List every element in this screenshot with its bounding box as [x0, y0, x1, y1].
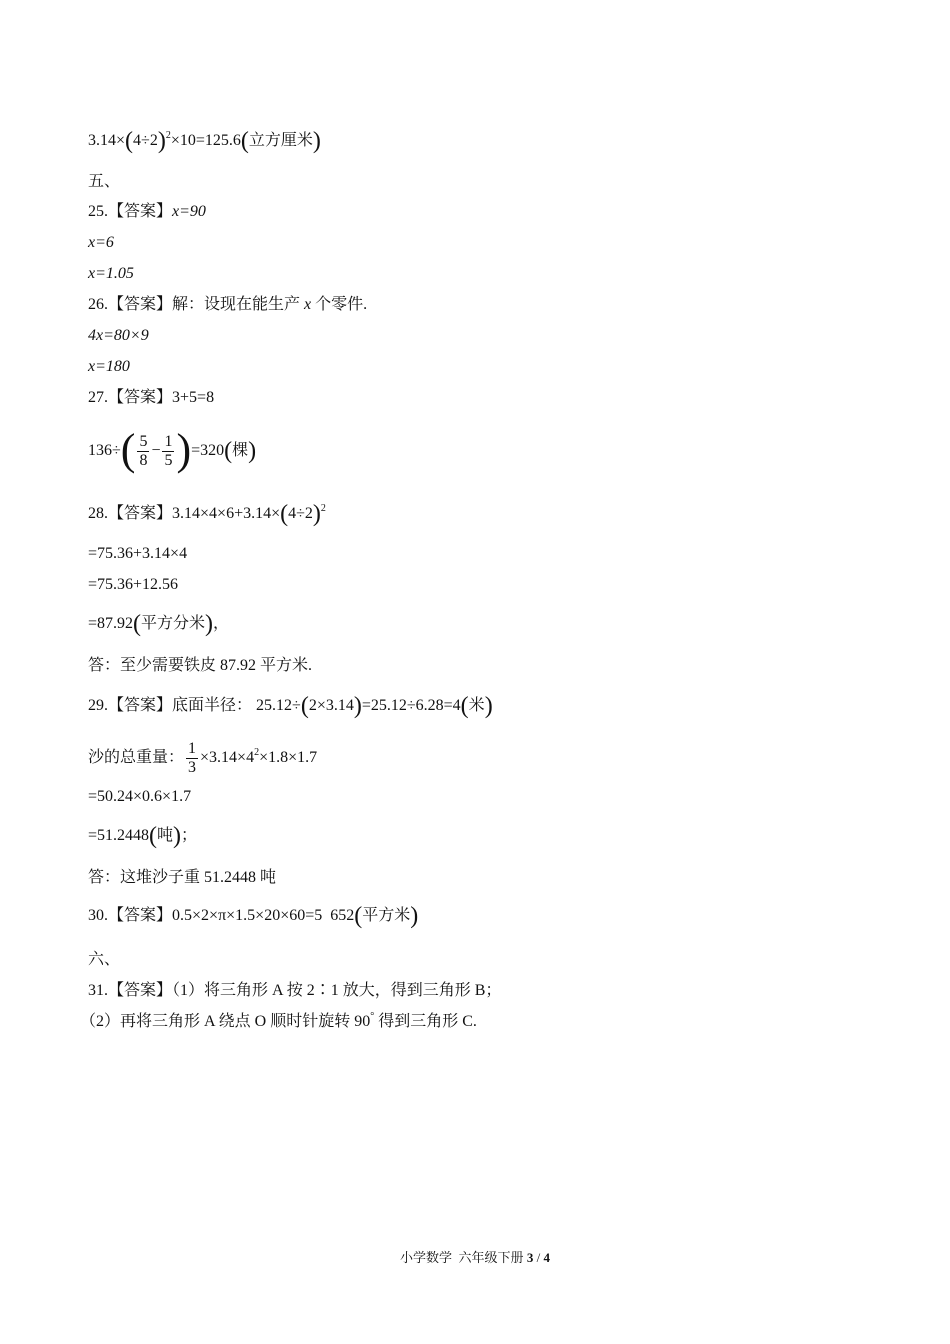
answer-30 [88, 903, 419, 929]
eq-part: 4÷2 [133, 132, 158, 149]
answer-label: 29.【答案】 [88, 697, 173, 714]
answer-29 [88, 693, 493, 719]
eq-part: =51.2448 [88, 827, 150, 844]
eq-part: 2×3.14 [308, 697, 354, 714]
punctuation: ； [181, 827, 198, 844]
answer-text: （1）将三角形 A 按 2∶1 放大，得到三角形 B； [172, 982, 502, 999]
section-heading-6: 六、 [88, 951, 121, 968]
paren: ) [248, 438, 257, 464]
answer-25-line-3: x=1.05 [88, 265, 134, 282]
equation: 3+5=8 [172, 389, 215, 406]
answer-label: 28.【答案】 [88, 505, 173, 522]
answer-28-line-3: =75.36+12.56 [88, 576, 179, 593]
fraction [162, 433, 174, 470]
eq-part: 136÷ [88, 442, 121, 459]
answer-29-conclusion: 答：这堆沙子重 51.2448 吨 [88, 869, 277, 886]
denominator: 5 [164, 451, 173, 469]
eq-part: =320 [191, 442, 225, 459]
exponent: 2 [320, 503, 326, 514]
paren: ( [120, 425, 136, 474]
fraction [186, 740, 198, 777]
paren: ( [354, 903, 363, 929]
answer-28-line-4 [88, 611, 230, 637]
unit: 棵 [232, 442, 249, 459]
answer-label: 26.【答案】 [88, 296, 173, 313]
answer-26-line-2: 4x=80×9 [88, 327, 149, 344]
paren: ) [312, 128, 321, 154]
answer-25-line-2: x=6 [88, 234, 114, 251]
page-total: 4 [543, 1250, 550, 1265]
denominator: 8 [139, 451, 148, 469]
fraction [137, 433, 149, 470]
exponent: 2 [165, 130, 171, 141]
operator: − [151, 442, 161, 459]
paren: ( [240, 128, 249, 154]
answer-27 [88, 388, 214, 408]
page-number: 3 [526, 1250, 534, 1265]
unit: 米 [468, 697, 485, 714]
answer-label: 27.【答案】 [88, 389, 173, 406]
eq-part: 3.14×4×6+3.14× [172, 505, 281, 522]
answer-text: 解：设现在能生产 [172, 296, 301, 313]
unit: 平方分米 [141, 615, 206, 632]
answer-text: （2）再将三角形 A 绕点 O 顺时针旋转 90 [80, 1013, 371, 1030]
section-heading-5: 五、 [88, 173, 121, 190]
answer-29-line-3: =50.24×0.6×1.7 [88, 788, 192, 805]
paren: ( [224, 438, 233, 464]
answer-28 [88, 501, 326, 527]
answer-28-conclusion: 答：至少需要铁皮 87.92 平方米. [88, 657, 313, 674]
unit: 平方米 [362, 907, 411, 924]
paren: ) [176, 425, 192, 474]
equation-line-volume [88, 128, 321, 154]
paren: ( [149, 823, 158, 849]
eq-part: 0.5×2×π×1.5×20×60=5 652 [172, 907, 355, 924]
unit: 吨 [157, 827, 174, 844]
punctuation: ， [213, 615, 230, 632]
eq-part: 4÷2 [288, 505, 313, 522]
paren: ) [312, 501, 321, 527]
answer-label: 30.【答案】 [88, 907, 173, 924]
answer-label: 31.【答案】 [88, 982, 173, 999]
answer-31-line-2 [80, 1012, 477, 1032]
answer-29-line-4 [88, 823, 198, 849]
eq-part: 3.14× [88, 132, 126, 149]
unit: 立方厘米 [248, 132, 313, 149]
paren: ( [133, 611, 142, 637]
degree-symbol: ° [370, 1011, 375, 1022]
eq-part: =25.12÷6.28=4 [361, 697, 461, 714]
footer-text: 小学数学 六年级下册 [400, 1250, 527, 1265]
paren: ) [173, 823, 182, 849]
paren: ) [484, 693, 493, 719]
eq-part: ×3.14×4 [200, 749, 255, 766]
paren: ) [353, 693, 362, 719]
equation: x=90 [172, 203, 206, 220]
answer-text: 得到三角形 C. [374, 1013, 477, 1030]
numerator: 1 [164, 432, 173, 450]
denominator: 3 [188, 758, 197, 776]
eq-part: =87.92 [88, 615, 134, 632]
answer-label: 25.【答案】 [88, 203, 173, 220]
answer-28-line-2: =75.36+3.14×4 [88, 545, 188, 562]
answer-text: 个零件. [315, 296, 368, 313]
eq-part: 底面半径： 25.12÷ [172, 697, 301, 714]
eq-part: 沙的总重量： [88, 749, 185, 766]
eq-part: ×10=125.6 [170, 132, 241, 149]
paren: ( [300, 693, 309, 719]
paren: ) [205, 611, 214, 637]
answer-31 [88, 981, 501, 1001]
answer-26-line-3: x=180 [88, 358, 130, 375]
eq-part: ×1.8×1.7 [259, 749, 318, 766]
numerator: 1 [188, 739, 197, 757]
paren: ( [280, 501, 289, 527]
paren: ( [460, 693, 469, 719]
variable: x [304, 296, 312, 313]
page-footer [0, 1247, 950, 1266]
paren: ( [125, 128, 134, 154]
answer-26 [88, 295, 367, 315]
answer-25 [88, 202, 206, 222]
paren: ) [157, 128, 166, 154]
page-separator: / [533, 1250, 544, 1265]
paren: ) [410, 903, 419, 929]
answer-29-line-2 [88, 738, 317, 778]
exponent: 2 [254, 747, 260, 758]
numerator: 5 [139, 432, 148, 450]
answer-27-line-2 [88, 425, 257, 474]
